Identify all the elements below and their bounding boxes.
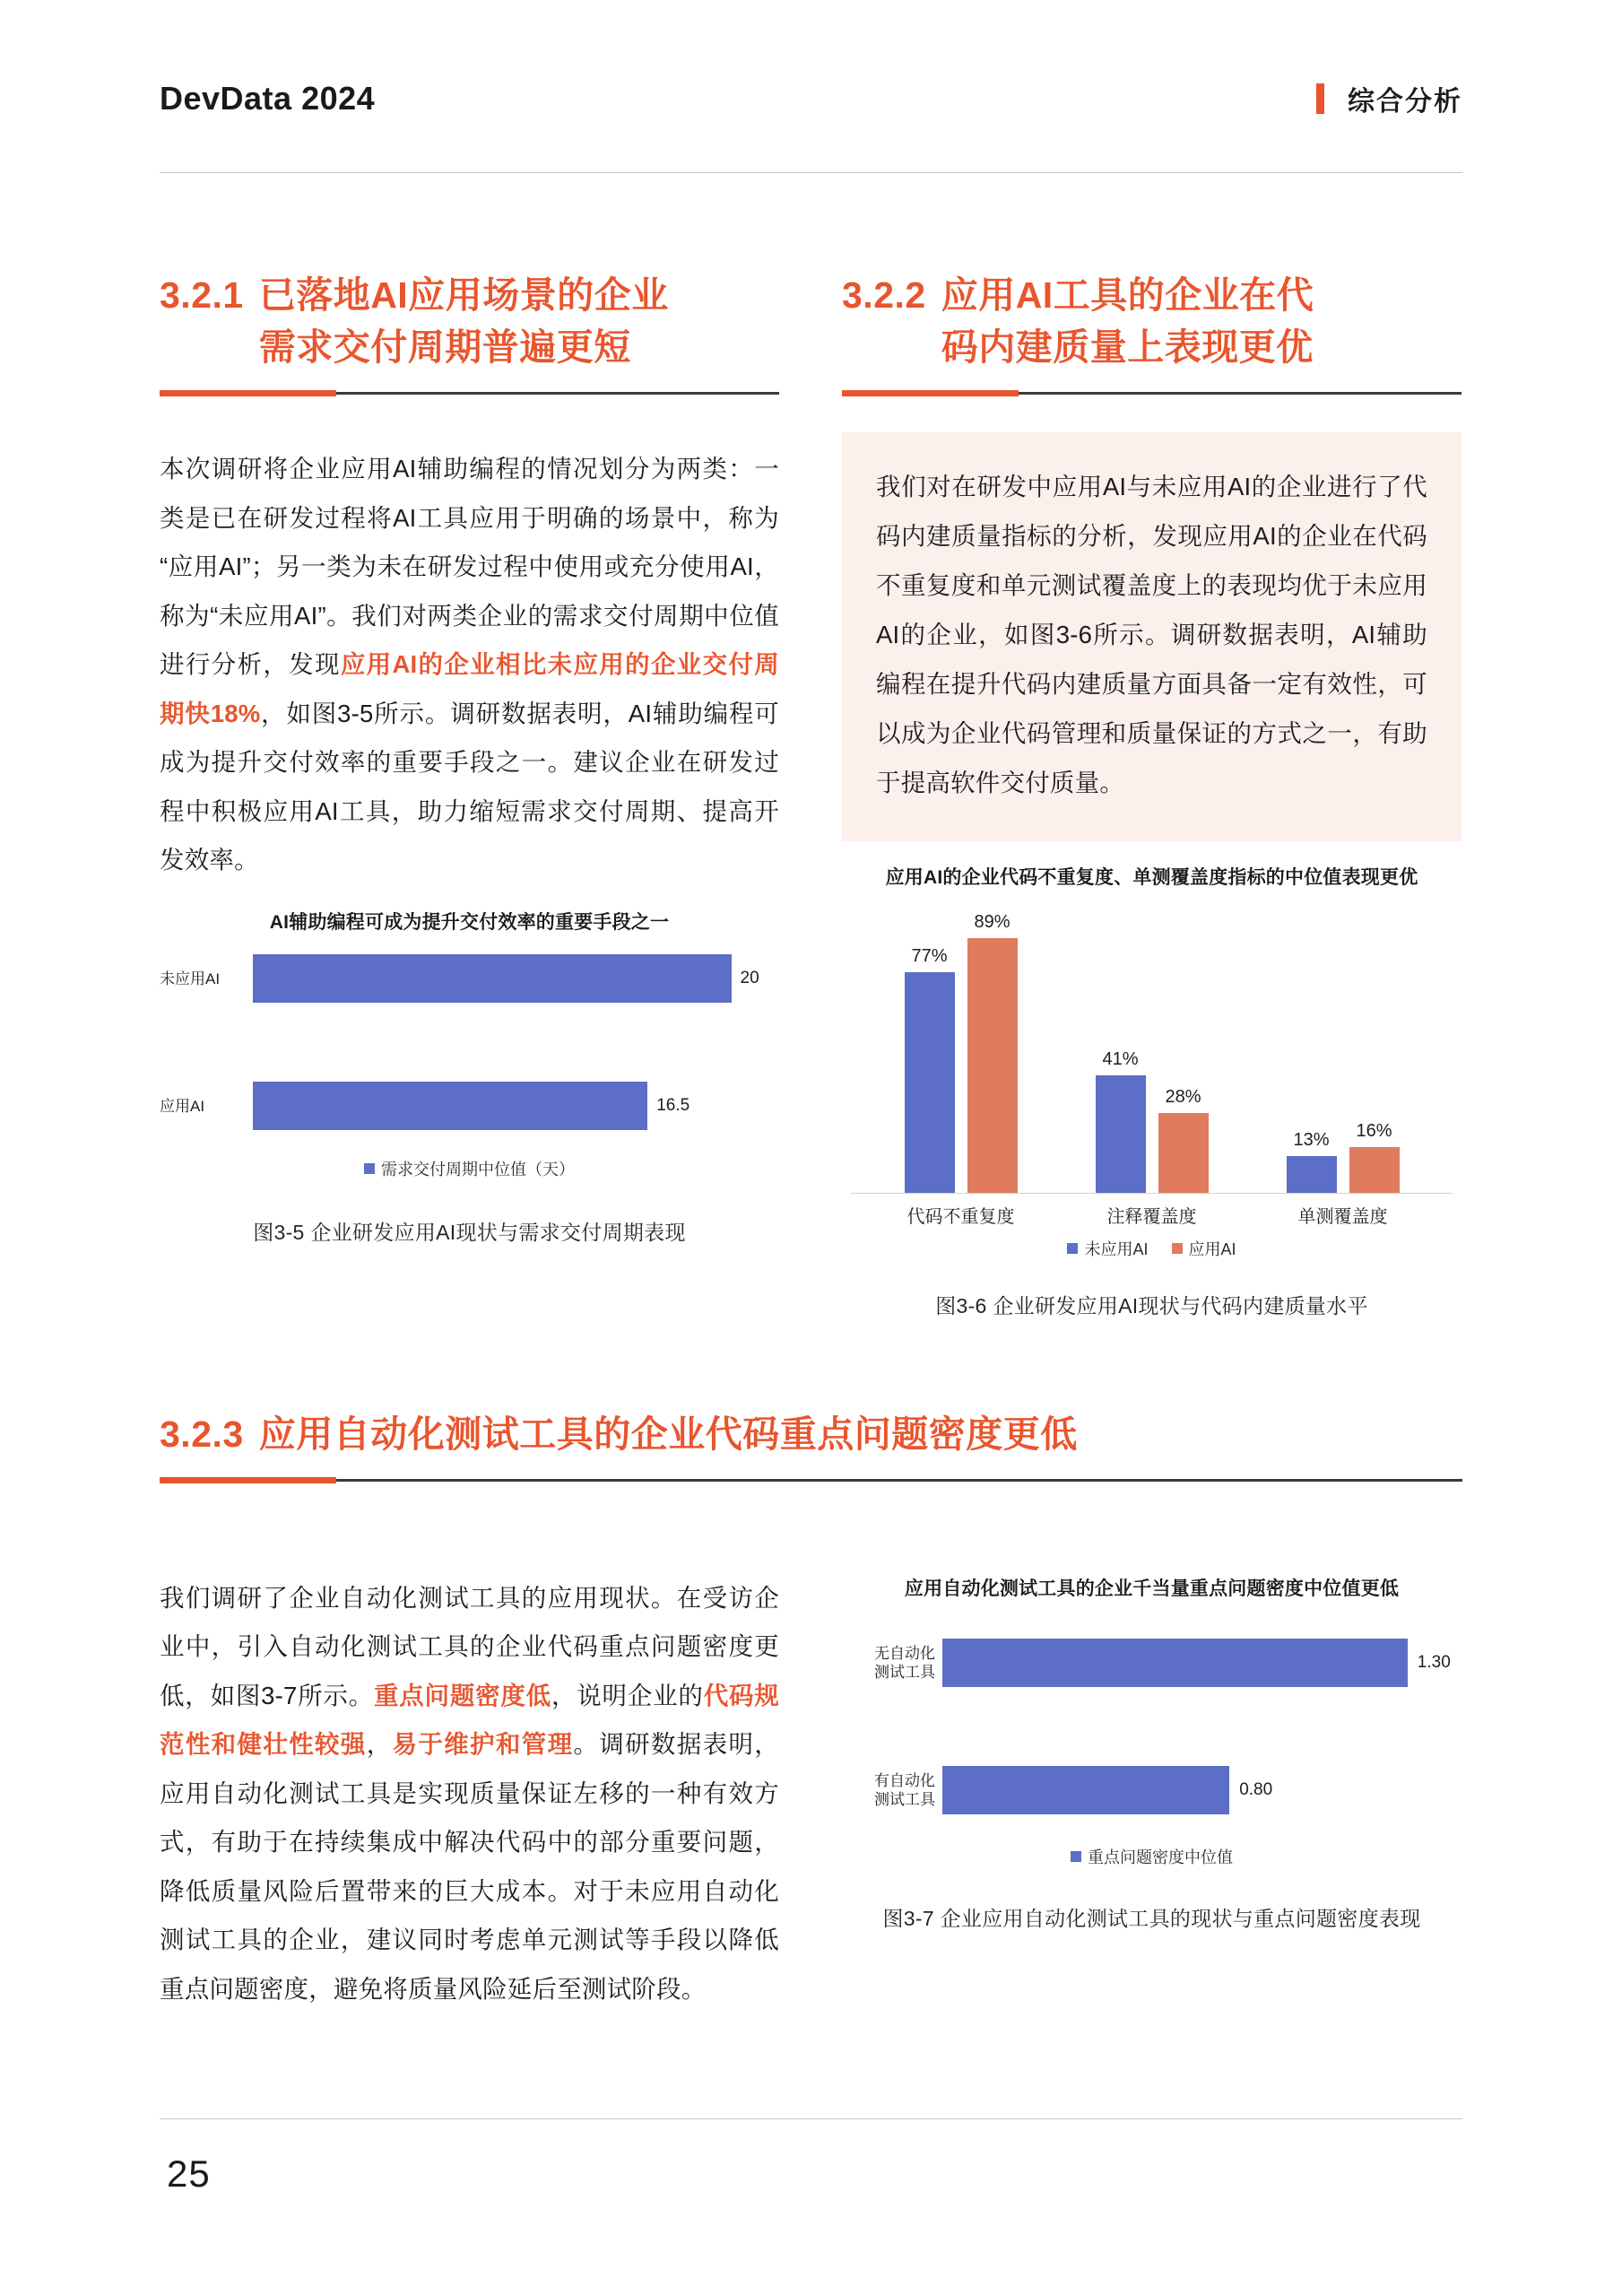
bar-fill [942, 1639, 1408, 1687]
heading-text [259, 269, 669, 373]
heading-line-1: 应用AI工具的企业在代 [941, 274, 1314, 316]
bar-column [1287, 906, 1337, 1193]
bar-group [905, 906, 1018, 1193]
bar-category-label: 未应用AI [160, 970, 221, 987]
legend-label: 未应用AI [1084, 1240, 1149, 1259]
chart-x-tick-labels [842, 1202, 1462, 1228]
legend-label: 需求交付周期中位值（天） [381, 1161, 575, 1179]
heading-3-2-1 [160, 269, 779, 373]
bar-column [1349, 906, 1400, 1193]
bar-fill [1349, 1147, 1400, 1193]
bar-group [1287, 906, 1400, 1193]
bar-fill [967, 938, 1018, 1194]
callout-box-3-2-2 [842, 432, 1462, 841]
bar-fill [1158, 1113, 1209, 1194]
bar-fill [1096, 1075, 1146, 1193]
column-left-bottom [160, 1574, 779, 2013]
heading-rule [160, 392, 779, 395]
text-run: 我们调研了企业自动化测试工具的应用现状。在受访企业中，引入自动化测试工具的企业代码重点问题密度更低，如图3-7所示。 [160, 1584, 779, 1709]
highlight-run: 易于维护和管理 [392, 1730, 574, 1759]
heading-3-2-3 [160, 1408, 1462, 1460]
bar-fill [942, 1766, 1229, 1814]
text-run: ，说明企业的 [551, 1681, 704, 1709]
bar-value-label: 1.30 [1417, 1653, 1451, 1672]
axis-tick-label: 单测覆盖度 [1297, 1207, 1388, 1228]
text-run: ，如图3-5所示。调研数据表明，AI辅助编程可成为提升交付效率的重要手段之一。建议企业在研发过程中积极应用AI工具，助力缩短需求交付周期、提高开发效率。 [160, 699, 779, 874]
paragraph-3-2-1 [160, 445, 779, 884]
bar-value-label: 13% [1293, 1129, 1330, 1150]
bar-row-spacer [160, 1003, 779, 1082]
bar-track [942, 1639, 1462, 1687]
bar-value-label: 20 [740, 969, 759, 988]
bar-column [1158, 906, 1209, 1193]
heading-line-2: 需求交付周期普遍更短 [258, 326, 631, 369]
bottom-columns [160, 1574, 1462, 2013]
bar-row-spacer [842, 1687, 1462, 1766]
axis-tick-label: 注释覆盖度 [1106, 1207, 1197, 1228]
heading-line-1: 已落地AI应用场景的企业 [258, 274, 669, 316]
page-number: 25 [167, 2152, 211, 2195]
heading-number: 3.2.1 [160, 274, 244, 316]
text-run: ， [366, 1730, 393, 1759]
bar-fill [1287, 1156, 1337, 1194]
figure-caption-3-6: 图3-6 企业研发应用AI现状与代码内建质量水平 [935, 1294, 1368, 1318]
bar-value-label: 41% [1102, 1049, 1139, 1070]
bar-value-label: 16% [1356, 1121, 1392, 1142]
bar-row [160, 1082, 779, 1130]
chart-plot-area [160, 954, 779, 1130]
page-header [160, 72, 1462, 126]
bar-category-label: 应用AI [160, 1097, 205, 1115]
chart-fig36 [842, 863, 1462, 1260]
heading-text: 应用自动化测试工具的企业代码重点问题密度更低 [258, 1413, 1078, 1455]
chart-title: AI辅助编程可成为提升交付效率的重要手段之一 [269, 912, 670, 934]
chart-fig37 [842, 1574, 1462, 1868]
chart-legend [160, 1157, 779, 1180]
highlight-run: 应用AI的企业相比未应用的企业交付周期快18% [160, 650, 779, 727]
heading-number: 3.2.2 [842, 274, 926, 316]
chart-plot-area [842, 1639, 1462, 1814]
bar-track [253, 1082, 779, 1130]
heading-rule [842, 392, 1462, 395]
heading-text [941, 269, 1314, 373]
column-left [160, 269, 779, 1319]
column-right-bottom [842, 1574, 1462, 2013]
highlight-run: 代码规范性和健壮性较强 [160, 1681, 779, 1759]
legend-label: 应用AI [1188, 1240, 1236, 1259]
heading-number: 3.2.3 [160, 1413, 244, 1455]
accent-bar-icon [1316, 83, 1324, 114]
bar-fill [905, 972, 955, 1193]
chart-plot-area [842, 906, 1462, 1193]
chart-legend [842, 1237, 1462, 1260]
legend-swatch-icon [364, 1163, 375, 1174]
legend-item [1071, 1845, 1233, 1868]
bar-fill [253, 954, 732, 1003]
heading-3-2-2 [842, 269, 1462, 373]
axis-tick-label: 代码不重复度 [906, 1207, 1015, 1228]
legend-item [1067, 1237, 1148, 1260]
figure-caption-3-7: 图3-7 企业应用自动化测试工具的现状与重点问题密度表现 [882, 1907, 1421, 1930]
column-right [842, 269, 1462, 1319]
footer-divider [160, 2118, 1462, 2119]
bar-row [842, 1766, 1462, 1814]
document-title: DevData 2024 [160, 80, 376, 117]
bar-value-label: 0.80 [1239, 1780, 1273, 1799]
bar-track [253, 954, 779, 1003]
legend-swatch-icon [1172, 1243, 1183, 1254]
text-run: 本次调研将企业应用AI辅助编程的情况划分为两类：一类是已在研发过程将AI工具应用于明确的场景中，称为“应用AI”；另一类为未在研发过程中使用或充分使用AI，称为“未应用AI”。我们对两类企业的需求交付周期中位值进行分析，发现 [160, 455, 779, 679]
bar-value-label: 16.5 [656, 1096, 690, 1116]
bar-group [1096, 906, 1209, 1193]
chart-title: 应用自动化测试工具的企业千当量重点问题密度中位值更低 [904, 1578, 1400, 1599]
header-section-group [1316, 79, 1462, 118]
bar-track [942, 1766, 1462, 1814]
paragraph-3-2-2: 我们对在研发中应用AI与未应用AI的企业进行了代码内建质量指标的分析，发现应用AI的企业在代码不重复度和单元测试覆盖度上的表现均优于未应用AI的企业，如图3-6所示。调研数据表明，AI辅助编程在提升代码内建质量方面具备一定有效性，可以成为企业代码管理和质量保证的方式之一，有助于提高软件交付质量。 [876, 473, 1427, 797]
bar-column [905, 906, 955, 1193]
heading-line-2: 码内建质量上表现更优 [941, 326, 1314, 369]
paragraph-3-2-3 [160, 1574, 779, 2013]
figure-caption-3-5: 图3-5 企业研发应用AI现状与需求交付周期表现 [253, 1221, 686, 1245]
section-3-2-3 [160, 1408, 1462, 1482]
chart-x-axis [851, 1193, 1453, 1194]
bar-category-label: 无自动化 测试工具 [874, 1644, 935, 1681]
section-name: 综合分析 [1348, 87, 1462, 117]
legend-item [364, 1157, 575, 1180]
bar-value-label: 28% [1165, 1086, 1201, 1107]
top-columns [160, 269, 1462, 1319]
bar-row [160, 954, 779, 1003]
bar-column [1096, 906, 1146, 1193]
chart-legend [842, 1845, 1462, 1868]
bar-category-label: 有自动化 测试工具 [874, 1771, 935, 1808]
header-divider [160, 172, 1462, 173]
bar-row [842, 1639, 1462, 1687]
legend-swatch-icon [1067, 1243, 1078, 1254]
bar-column [967, 906, 1018, 1193]
bar-value-label: 89% [974, 911, 1010, 932]
text-run: 。调研数据表明，应用自动化测试工具是实现质量保证左移的一种有效方式，有助于在持续集成中解决代码中的部分重要问题，降低质量风险后置带来的巨大成本。对于未应用自动化测试工具的企业，建议同时考虑单元测试等手段以降低重点问题密度，避免将质量风险延后至测试阶段。 [160, 1730, 779, 2003]
chart-fig35 [160, 908, 779, 1180]
bar-value-label: 77% [911, 946, 948, 967]
legend-item [1172, 1237, 1236, 1260]
legend-label: 重点问题密度中位值 [1088, 1848, 1233, 1866]
highlight-run: 重点问题密度低 [373, 1681, 551, 1709]
heading-rule [160, 1479, 1462, 1482]
chart-title: 应用AI的企业代码不重复度、单测覆盖度指标的中位值表现更优 [885, 867, 1418, 889]
bar-fill [253, 1082, 647, 1130]
legend-swatch-icon [1071, 1851, 1081, 1862]
